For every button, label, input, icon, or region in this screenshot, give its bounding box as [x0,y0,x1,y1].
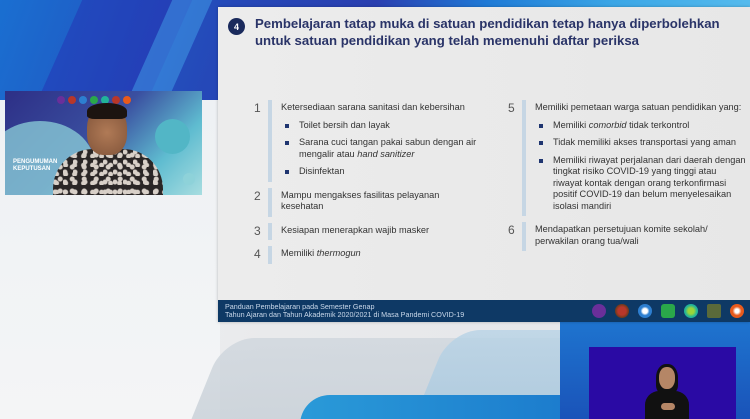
logo-icon [57,96,65,104]
headline-number-badge: 4 [228,18,245,35]
square-bullet-icon [285,124,289,128]
square-bullet-icon [285,170,289,174]
headline-text: Pembelajaran tatap muka di satuan pendidikan tetap hanya diperbolehkan untuk satuan pendidikan yang telah memenuhi daftar periksa [255,16,720,48]
item-bar [268,223,272,241]
kemenko-pmk-logo-icon [592,304,606,318]
checklist-right-column [508,100,748,257]
square-bullet-icon [539,159,543,163]
checklist-item [508,100,748,216]
sub-item-text-italic: comorbid [588,119,627,130]
item-text: Memiliki pemetaan warga satuan pendidikan yang: [535,102,742,112]
item-number: 5 [508,101,515,115]
sub-item [535,137,748,149]
sub-item [281,120,484,132]
sub-item-text-plain: Memiliki [553,119,589,130]
item-text: Mendapatkan persetujuan komite sekolah/ perwakilan orang tua/wali [535,224,708,246]
bnpb-logo-icon [730,304,744,318]
sub-item [535,155,748,213]
footer-line-2: Tahun Ajaran dan Tahun Akademik 2020/2021 di Masa Pandemi COVID-19 [225,310,465,319]
speaker-video [5,91,202,195]
item-body [535,100,748,216]
logo-icon [79,96,87,104]
sub-item-text: Memiliki riwayat perjalanan dari daerah dengan tingkat risiko COVID-19 yang tinggi atau riwayat kontak dengan orang terkonfirmasi positif COVID-19 dan belum menyelesaikan isolasi mandiri [553,154,746,211]
sub-item-text [299,137,484,160]
presentation-slide [218,7,750,322]
kementerian-logo-icon [707,304,721,318]
sign-language-interpreter-video [589,347,736,419]
kemenkes-logo-icon [684,304,698,318]
sub-item [535,120,748,132]
item-number: 2 [254,188,261,203]
item-number: 4 [254,247,261,261]
square-bullet-icon [539,141,543,145]
item-text: Kesiapan menerapkan wajib masker [281,224,430,235]
checklist-item [254,223,484,241]
logo-icon [90,96,98,104]
sub-item-text: Toilet bersih dan layak [299,119,390,130]
sub-item-text-plain: Sarana cuci tangan pakai sabun dengan air mengalir atau [299,137,477,159]
item-text: Mampu mengakses fasilitas pelayanan kesehatan [281,189,440,211]
checklist-item [254,188,484,217]
item-text: Ketersediaan sarana sanitasi dan kebersihan [281,102,465,112]
kemendikbud-logo-icon [638,304,652,318]
speaker-person [53,149,163,195]
slide-content [218,7,750,300]
checklist-item [508,222,748,251]
checklist-item [254,246,484,264]
item-number: 1 [254,101,261,115]
footer-logos [592,304,744,318]
item-bar [268,188,272,217]
sub-item-text: Tidak memiliki akses transportasi yang aman [553,137,736,147]
video-logos [57,96,131,104]
speaker-hair [87,103,127,119]
video-decor [183,173,195,185]
checklist-item [254,100,484,182]
item-bar [268,100,272,182]
logo-icon [68,96,76,104]
sub-item [281,166,484,178]
item-text [281,246,361,264]
checklist-left-column [254,100,484,270]
video-background-title: PENGUMUMAN KEPUTUSAN [13,159,58,172]
interpreter-face [659,367,675,389]
slide-footer [218,300,750,322]
item-bar [268,246,272,264]
item-number: 3 [254,223,261,238]
item-bar [522,100,526,216]
interpreter-hands [661,403,675,410]
logo-icon [123,96,131,104]
item-body [281,100,484,182]
kemenag-logo-icon [661,304,675,318]
sub-item-text-after: tidak terkontrol [626,119,690,130]
footer-text [225,303,464,320]
square-bullet-icon [539,124,543,128]
footer-line-1: Panduan Pembelajaran pada Semester Genap [225,301,375,311]
sub-item [281,137,484,160]
item-text-italic: thermogun [316,248,361,258]
sub-item-text: Disinfektan [299,166,345,176]
sub-item-text-italic: hand sanitizer [357,148,415,159]
video-decor [155,119,190,154]
item-bar [522,222,526,251]
item-text-plain: Memiliki [281,248,317,258]
item-number: 6 [508,223,515,237]
sub-item-text [553,120,689,132]
square-bullet-icon [285,141,289,145]
kemendagri-logo-icon [615,304,629,318]
slide-headline [228,15,728,49]
